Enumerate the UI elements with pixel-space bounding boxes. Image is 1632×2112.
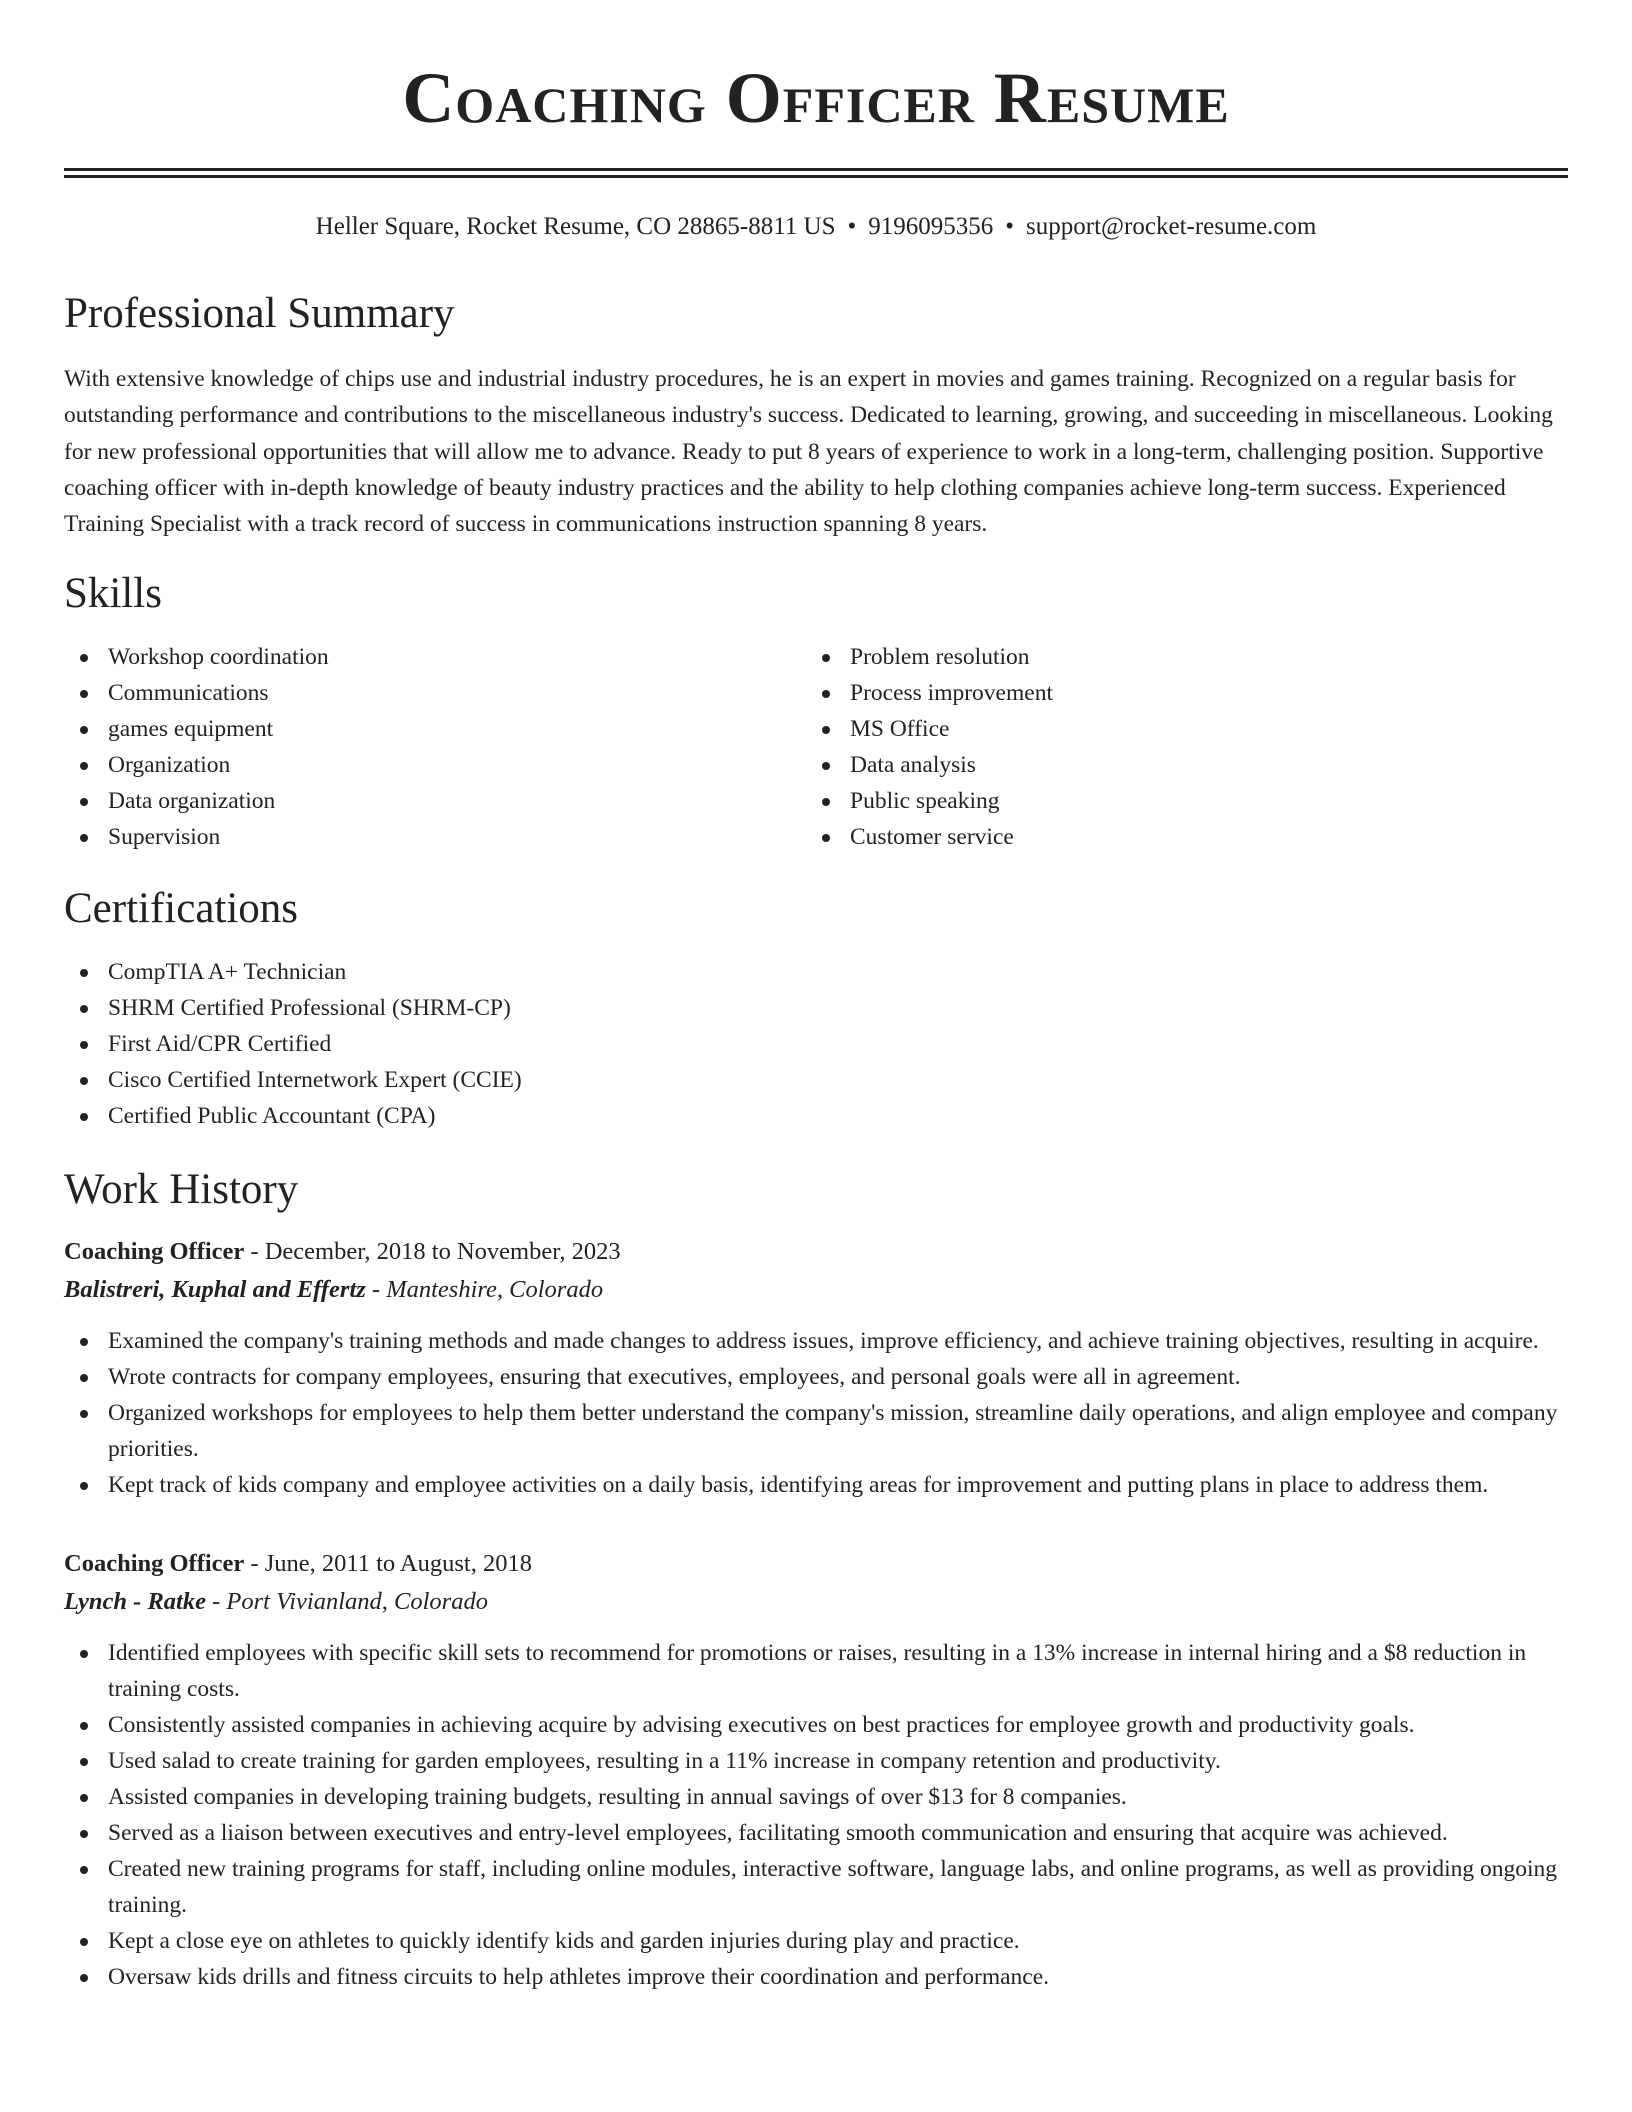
resume-title: Coaching Officer Resume (402, 58, 1230, 138)
work-history-heading: Work History (64, 1166, 299, 1214)
contact-line (64, 212, 1568, 242)
job-bullet: Identified employees with specific skill sets to recommend for promotions or raises, resulting in a 13% increase in internal hiring and a $8 reduction in training costs. (64, 1635, 1568, 1707)
job-bullet: Examined the company's training methods and made changes to address issues, improve efficiency, and achieve training objectives, resulting in acquire. (64, 1323, 1568, 1359)
skill-item: games equipment (64, 711, 806, 747)
contact-separator: • (1005, 213, 1015, 240)
skill-item: Customer service (806, 819, 1548, 855)
job-bullets (64, 1323, 1568, 1503)
certification-item: SHRM Certified Professional (SHRM-CP) (64, 990, 1568, 1026)
skill-item: Problem resolution (806, 639, 1548, 675)
skill-item: Data analysis (806, 747, 1548, 783)
certification-item: Certified Public Accountant (CPA) (64, 1098, 1568, 1134)
job-bullet: Wrote contracts for company employees, ensuring that executives, employees, and personal goals were all in agreement. (64, 1359, 1568, 1395)
skill-item: Workshop coordination (64, 639, 806, 675)
contact-address: Heller Square, Rocket Resume, CO 28865-8811 US (315, 213, 836, 240)
skills-list-right (806, 639, 1548, 855)
summary-text: With extensive knowledge of chips use and industrial industry procedures, he is an expert in movies and games training. Recognized on a regular basis for outstanding performance and contributions to the miscellaneous industry's success. Dedicated to learning, growing, and succeeding in miscellaneous. Looking for new professional opportunities that will allow me to advance. Ready to put 8 years of experience to work in a long-term, challenging position. Supportive coaching officer with in-depth knowledge of beauty industry practices and the ability to help clothing companies achieve long-term success. Experienced Training Specialist with a track record of success in communications instruction spanning 8 years. (64, 366, 1553, 538)
job-bullet: Used salad to create training for garden employees, resulting in a 11% increase in company retention and productivity. (64, 1743, 1568, 1779)
job-title-line (64, 1233, 1568, 1271)
job-bullet: Created new training programs for staff, including online modules, interactive software, language labs, and online programs, as well as providing ongoing training. (64, 1851, 1568, 1923)
skill-item: Organization (64, 747, 806, 783)
job-entry (64, 1545, 1568, 1995)
contact-email: support@rocket-resume.com (1026, 213, 1317, 240)
job-bullet: Consistently assisted companies in achieving acquire by advising executives on best practices for employee growth and productivity goals. (64, 1707, 1568, 1743)
summary-heading: Professional Summary (64, 290, 455, 337)
certifications-heading: Certifications (64, 885, 299, 933)
skills-column-left (64, 639, 806, 855)
title-double-rule (64, 168, 1568, 178)
certification-item: Cisco Certified Internetwork Expert (CCIE) (64, 1062, 1568, 1098)
job-entry (64, 1233, 1568, 1503)
job-bullet: Organized workshops for employees to help them better understand the company's mission, streamline daily operations, and align employee and company priorities. (64, 1395, 1568, 1467)
job-bullet: Oversaw kids drills and fitness circuits to help athletes improve their coordination and performance. (64, 1959, 1568, 1995)
skills-heading: Skills (64, 570, 162, 618)
certifications-list (64, 954, 1568, 1134)
skill-item: Data organization (64, 783, 806, 819)
certification-item: First Aid/CPR Certified (64, 1026, 1568, 1062)
job-location: - Port Vivianland, Colorado (206, 1588, 488, 1616)
skill-item: MS Office (806, 711, 1548, 747)
job-title-line (64, 1545, 1568, 1583)
job-company-line (64, 1271, 1568, 1309)
skills-list-left (64, 639, 806, 855)
skill-item: Public speaking (806, 783, 1548, 819)
job-bullet: Kept a close eye on athletes to quickly identify kids and garden injuries during play and practice. (64, 1923, 1568, 1959)
job-bullets (64, 1635, 1568, 1995)
job-title: Coaching Officer (64, 1550, 245, 1578)
skills-columns (64, 639, 1568, 855)
skill-item: Supervision (64, 819, 806, 855)
skill-item: Communications (64, 675, 806, 711)
job-bullet: Served as a liaison between executives and entry-level employees, facilitating smooth communication and ensuring that acquire was achieved. (64, 1815, 1568, 1851)
skill-item: Process improvement (806, 675, 1548, 711)
job-company-line (64, 1583, 1568, 1621)
contact-phone: 9196095356 (868, 213, 994, 240)
job-company: Balistreri, Kuphal and Effertz (64, 1276, 366, 1304)
job-company: Lynch - Ratke (64, 1588, 206, 1616)
job-title: Coaching Officer (64, 1238, 245, 1266)
certification-item: CompTIA A+ Technician (64, 954, 1568, 990)
job-location: - Manteshire, Colorado (365, 1276, 604, 1304)
contact-separator: • (847, 213, 857, 240)
skills-column-right (806, 639, 1548, 855)
job-dates: - June, 2011 to August, 2018 (244, 1550, 532, 1578)
job-dates: - December, 2018 to November, 2023 (244, 1238, 621, 1266)
job-bullet: Assisted companies in developing training budgets, resulting in annual savings of over $13 for 8 companies. (64, 1779, 1568, 1815)
job-bullet: Kept track of kids company and employee activities on a daily basis, identifying areas for improvement and putting plans in place to address them. (64, 1467, 1568, 1503)
